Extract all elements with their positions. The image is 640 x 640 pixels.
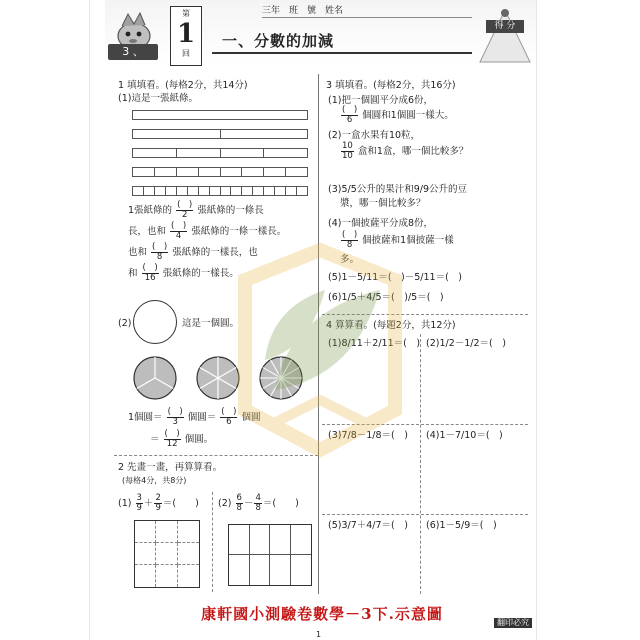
q1-part2-text: 這是一個圓。 <box>182 318 240 329</box>
q4-eq-5: (5)3/7＋4/7＝( ) <box>328 520 408 531</box>
strip-quarters <box>132 148 308 158</box>
q2-divider <box>212 492 213 592</box>
answer-fraction[interactable]: $\frac{( )}{4}$ <box>171 221 187 241</box>
circle-equation-2: ＝ $\frac{( )}{12}$ 個圓。 <box>150 429 214 449</box>
circle-thirds <box>132 355 178 405</box>
whole-circle <box>133 300 177 344</box>
strip-halves <box>132 129 308 139</box>
strip-sixteenths <box>132 186 308 196</box>
title-rule <box>212 52 472 54</box>
answer-fraction[interactable]: $\frac{( )}{16}$ <box>142 263 158 283</box>
q1-part2-label: (2) <box>118 318 132 329</box>
q4-eq-1: (1)8/11＋2/11＝( ) <box>328 338 421 349</box>
q1-text-block: 1張紙條的 $\frac{( )}{2}$ 張紙條的一條長 長，也和 $\frac{( )}{4}$ 張紙條的一條一樣長。 也和 $\frac{( )}{8}$ 張紙條的一樣長，也 和 $\frac{( )}{16}$ 張紙條的一樣長。 <box>128 200 287 283</box>
unit-label: 第 <box>182 9 190 18</box>
q4-eq-3: (3)7/8－1/8＝( ) <box>328 430 408 441</box>
score-label: 得 分 <box>486 20 524 33</box>
circle-equation-1: 1個圓＝ $\frac{( )}{3}$ 個圓＝ $\frac{( )}{6}$ 個圓 <box>128 407 261 427</box>
q4-eq-4: (4)1－7/10＝( ) <box>426 430 503 441</box>
q4-instruction: 4 算算看。(每題2分，共12分) <box>326 320 456 331</box>
unit-box <box>170 6 202 66</box>
grade-label: 3 <box>122 45 130 58</box>
unit-number: 1 <box>176 19 196 49</box>
q3-item-1b: $\frac{( )}{6}$ 個圓和1個圓一樣大。 <box>342 105 454 125</box>
grade-tab: 3 、 <box>108 44 158 60</box>
q3-instruction: 3 填填看。(每格2分，共16分) <box>326 80 456 91</box>
q4-row-divider-2 <box>322 514 528 515</box>
strip-diagram <box>132 110 308 196</box>
student-info-line: 三年 班 號 姓名 <box>262 6 472 18</box>
sample-caption: 康軒國小測驗卷數學－3下.示意圖 <box>201 605 443 623</box>
copyright-corner: 翻印必究 <box>494 618 532 628</box>
page-title: 一、分數的加減 <box>222 32 335 50</box>
q2-problem-1: (1) $\frac{3}{9}$ ＋ $\frac{2}{9}$ ＝( ) <box>118 493 199 513</box>
strip-eighths <box>132 167 308 177</box>
q3-item-2b: $\frac{10}{10}$ 盒和1盒，哪一個比較多？ <box>342 141 469 161</box>
q1-part1-label: (1)這是一張紙條。 <box>118 93 198 104</box>
q3-item-3: (3)5/5公升的果汁和9/9公升的豆 <box>328 184 468 195</box>
q4-eq-6: (6)1－5/9＝( ) <box>426 520 497 531</box>
q2-points: (每格4分，共8分) <box>122 476 187 485</box>
publisher-watermark-logo <box>215 240 425 460</box>
page-number: 1 <box>316 630 322 639</box>
unit-suffix: 回 <box>182 49 190 58</box>
q3-item-2: (2)一盒水果有10粒， <box>328 130 421 141</box>
strip-whole <box>132 110 308 120</box>
q3-eq-5: (5)1－5/11＝( )－5/11＝( ) <box>328 272 462 283</box>
q3-item-1: (1)把一個圓平分成6份， <box>328 95 434 106</box>
score-badge <box>478 8 532 64</box>
q3-item-4b: $\frac{( )}{8}$ 個披薩和1個披薩一樣 <box>342 230 454 250</box>
q1-instruction: 1 填填看。(每格2分，共14分) <box>118 80 248 91</box>
answer-fraction[interactable]: $\frac{( )}{2}$ <box>177 200 193 220</box>
q4-eq-2: (2)1/2－1/2＝( ) <box>426 338 506 349</box>
q2-instruction: 2 先畫一畫，再算算看。 <box>118 462 223 473</box>
q3-item-3b: 漿，哪一個比較多？ <box>340 198 426 209</box>
drawing-grid-4x2[interactable] <box>228 524 312 586</box>
drawing-grid-3x3[interactable] <box>134 520 200 588</box>
q3-eq-6: (6)1/5＋4/5＝( )/5＝( ) <box>328 292 444 303</box>
q3-item-4: (4)一個披薩平分成8份， <box>328 218 434 229</box>
answer-fraction[interactable]: $\frac{( )}{8}$ <box>152 242 168 262</box>
q2-problem-2: (2) $\frac{6}{8}$ － $\frac{4}{8}$ ＝( ) <box>218 493 299 513</box>
q3-item-4c: 多。 <box>340 254 360 265</box>
